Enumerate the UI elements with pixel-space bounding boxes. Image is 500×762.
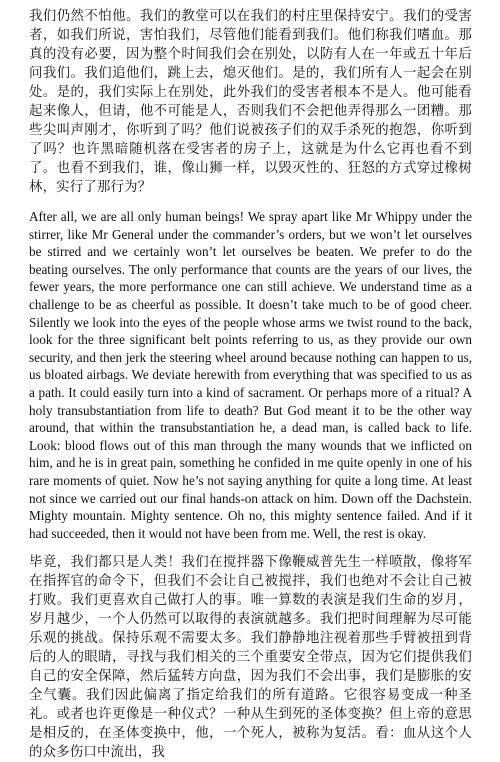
paragraph-chinese-1: 我们仍然不怕他。我们的教堂可以在我们的村庄里保持安宁。我们的受害者，如我们所说，害怕我们，尽管他们能看到我们。他们称我们嗜血。那真的没有必要，因为整个时间我们会在别处，以防有人在一年或五十年后问我们。我们追他们，跳上去，熄灭他们。是的，我们所有人一起会在别处。是的，我们实际上在别处，此外我们的受害者根本不是人。他可能看起来像人，但请，他不可能是人，否则我们不会把他弄得那么一团糟。那些尖叫声刚才，你听到了吗？他们说被孩子们的双手杀死的抱怨，你听到了吗？也许黑暗随机落在受害者的房子上，这就是为什么它再也看不到了。也看不到我们，谁，像山狮一样，以毁灭性的、狂怒的方式穿过橡树林，实行了那行为？	[29, 9, 472, 195]
paragraph-english: After all, we are all only human beings! We spray apart like Mr Whippy under the stirrer, like Mr General under the commander’s orders, but we won’t let ourselves be stirred and we certainly won’t let ourselves be beaten. We prefer to do the beating ourselves. The only performance that counts are the years of our lives, the fewer years, the more performance one can still achieve. We understand time as a challenge to be as cheerful as possible. It doesn’t take much to be of good cheer. Silently we look into the eyes of the people whose arms we twist round to the back, look for the three significant belt points referring to us, as they provide our own security, and then jerk the steering wheel around because nothing can happen to us, us bloated airbags. We deviate herewith from everything that was specified to us as a path. It could easily turn into a kind of sacrament. Or perhaps more of a ritual? A holy transubstantiation from life to death? But God meant it to be the other way around, that within the transubstantiation he, a dead man, is called back to life. Look: blood flows out of this man through the many wounds that we inflicted on him, and he is in great pain, something he confided in me quite openly in one of his rare moments of quiet. Now he’s not saying anything for quite a long time. At least not since we carried out our final hands-on attack on him. Down off the Dachstein. Mighty mountain. Mighty sentence. Oh no, this mighty sentence failed. And if it had succeeded, then it would not have been from me. Well, the rest is okay.	[29, 209, 472, 541]
paragraph-chinese-2: 毕竟，我们都只是人类！我们在搅拌器下像鞭威普先生一样喷散，像将军在指挥官的命令下，但我们不会让自己被搅拌，我们也绝对不会让自己被打败。我们更喜欢自己做打人的事。唯一算数的表演是我们生命的岁月，岁月越少，一个人仍然可以取得的表演就越多。我们把时间理解为尽可能乐观的挑战。保持乐观不需要太多。我们静静地注视着那些手臂被扭到背后的人的眼睛，寻找与我们相关的三个重要安全带点，因为它们提供我们自己的安全保障，然后猛转方向盘，因为我们不会出事，我们是膨胀的安全气囊。我们因此偏离了指定给我们的所有道路。它很容易变成一种圣礼。或者也许更像是一种仪式？一种从生到死的圣体变换？但上帝的意思是相反的，在圣体变换中，他，一个死人，被称为复活。看：血从这个人的众多伤口中流出，我	[29, 555, 472, 761]
